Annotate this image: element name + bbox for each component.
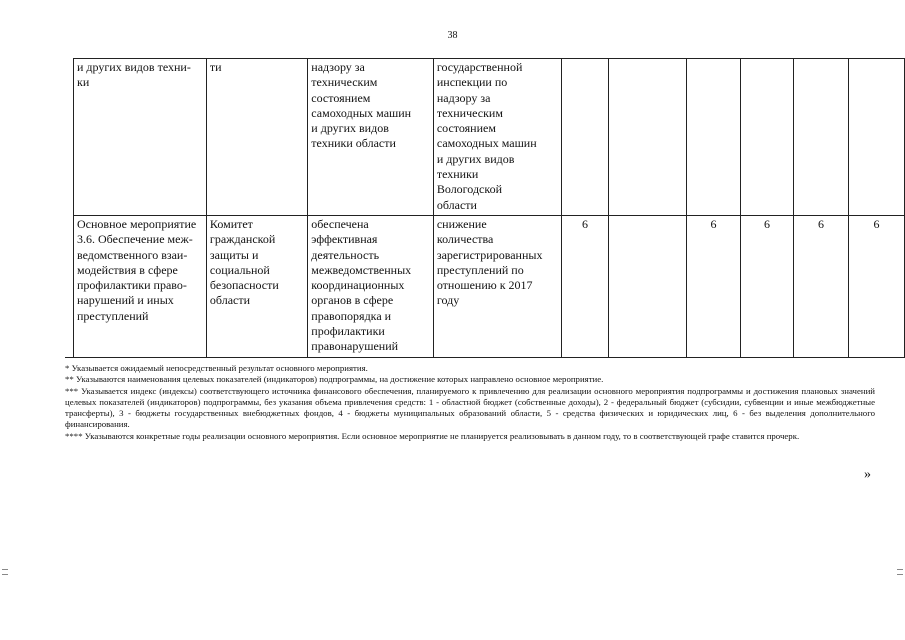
table-cell: Основное мероприятие 3.6. Обеспечение меж- ведомственного взаи- модействия в сфере профилактики право- нарушений и иных преступлений bbox=[74, 215, 207, 357]
table-cell: 6 bbox=[848, 215, 904, 357]
closing-quote: » bbox=[864, 467, 871, 482]
table-cell: 6 bbox=[562, 215, 608, 357]
footnote-2: ** Указываются наименования целевых показателей (индикаторов) подпрограммы, на достижение которых направлено основное мероприятие. bbox=[65, 374, 604, 385]
table-cell bbox=[686, 59, 740, 216]
margin-mark-left bbox=[2, 569, 8, 570]
table-cell bbox=[608, 59, 686, 216]
table-cell: ти bbox=[206, 59, 307, 216]
table-cell bbox=[562, 59, 608, 216]
margin-mark-left bbox=[2, 574, 8, 575]
table-cell: 6 bbox=[740, 215, 793, 357]
footnote-3: *** Указывается индекс (индексы) соответствующего источника финансового обеспечения, планируемого к привлечению для реализации основного мероприятия подпрограммы и достижения плановых значений целевых показателей (индикаторов) подпрограммы, без указания объема привлечения средств: 1 - областной бюджет (собственные доходы), 2 - федеральный бюджет (субсидии, субвенции и иные межбюджетные трансферты), 3 - бюджеты государственных внебюджетных фондов, 4 - бюджеты муниципальных образований области, 5 - средства физических и юридических лиц, 6 - без выделения дополнительного финансирования. bbox=[65, 385, 875, 430]
table-cell: надзору за техническим состоянием самоходных машин и других видов техники области bbox=[308, 59, 434, 216]
footnote-4: **** Указываются конкретные годы реализации основного мероприятия. Если основное мероприятие не планируется реализовывать в данном году, то в соответствующей графе ставится прочерк. bbox=[65, 430, 800, 441]
table-row bbox=[74, 59, 905, 216]
footnote-1: * Указывается ожидаемый непосредственный результат основного мероприятия. bbox=[65, 363, 368, 373]
table-cell: 6 bbox=[793, 215, 848, 357]
margin-mark-right bbox=[897, 569, 903, 570]
table-cell bbox=[608, 215, 686, 357]
page-number: 38 bbox=[447, 30, 458, 41]
footnote-separator bbox=[65, 357, 237, 358]
table-row bbox=[74, 215, 905, 357]
table-cell bbox=[793, 59, 848, 216]
table-cell: и других видов техни- ки bbox=[74, 59, 207, 216]
table-cell: обеспечена эффективная деятельность межведомственных координационных органов в сфере правопорядка и профилактики правонарушений bbox=[308, 215, 434, 357]
footnotes-block bbox=[65, 363, 875, 442]
table-cell: снижение количества зарегистрированных преступлений по отношению к 2017 году bbox=[433, 215, 562, 357]
table-cell: Комитет гражданской защиты и социальной безопасности области bbox=[206, 215, 307, 357]
activities-table bbox=[73, 58, 905, 358]
table-cell: 6 bbox=[686, 215, 740, 357]
table-cell bbox=[740, 59, 793, 216]
margin-mark-right bbox=[897, 574, 903, 575]
table-cell: государственной инспекции по надзору за техническим состоянием самоходных машин и других видов техники Вологодской области bbox=[433, 59, 562, 216]
table-cell bbox=[848, 59, 904, 216]
